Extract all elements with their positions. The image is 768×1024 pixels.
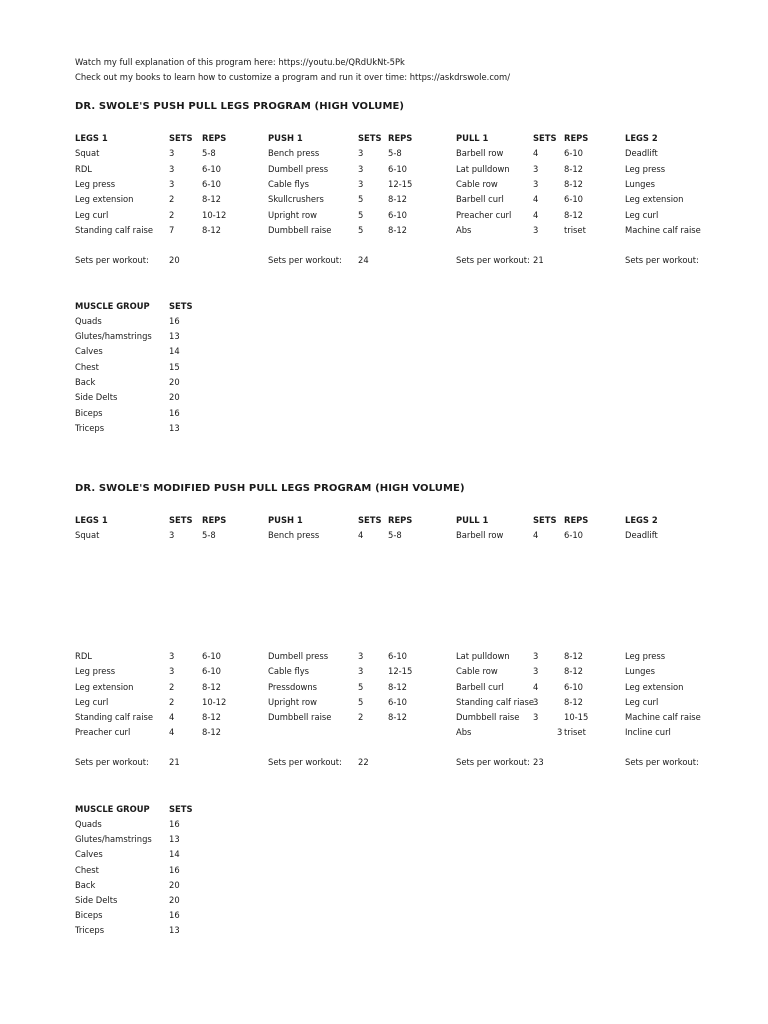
table-cell: 6-10 <box>388 164 408 174</box>
muscle-sets: 16 <box>169 408 180 418</box>
table-cell: 5-8 <box>388 530 402 540</box>
program2-header-sets2: SETS <box>358 515 382 525</box>
sets-per-workout-label: Sets per workout: <box>75 757 149 767</box>
sets-per-workout-label: Sets per workout: <box>625 757 699 767</box>
intro-books-link[interactable]: Check out my books to learn how to customize a program and run it over time: https://askdrswole.com/ <box>75 72 511 82</box>
table-cell: 5-8 <box>388 148 402 158</box>
table-cell: Leg press <box>75 666 116 676</box>
muscle-sets: 14 <box>169 346 180 356</box>
table-cell: 6-10 <box>202 651 222 661</box>
muscle-name: Biceps <box>75 408 103 418</box>
table-cell: triset <box>564 225 586 235</box>
muscle-sets: 16 <box>169 910 180 920</box>
program1-header-sets3: SETS <box>533 133 557 143</box>
table-cell: 4 <box>533 530 539 540</box>
muscle-sets-header: SETS <box>169 804 193 814</box>
sets-per-workout-label: Sets per workout: <box>268 255 342 265</box>
table-cell: Leg curl <box>625 210 659 220</box>
sets-per-workout-value: 21 <box>169 757 180 767</box>
table-cell: Lat pulldown <box>456 164 510 174</box>
table-cell: 3 <box>533 651 539 661</box>
muscle-sets: 20 <box>169 880 180 890</box>
muscle-sets: 15 <box>169 362 180 372</box>
table-cell: Bench press <box>268 148 320 158</box>
table-cell: 2 <box>169 682 175 692</box>
table-cell: 8-12 <box>564 697 584 707</box>
table-cell: 4 <box>169 712 175 722</box>
table-cell: Lunges <box>625 666 655 676</box>
table-cell: Dumbbell raise <box>268 712 332 722</box>
table-cell: Leg press <box>625 164 666 174</box>
muscle-name: Chest <box>75 865 99 875</box>
muscle-sets: 16 <box>169 316 180 326</box>
table-cell: 3 <box>169 179 175 189</box>
table-cell: Dumbbell raise <box>268 225 332 235</box>
table-cell: 8-12 <box>388 225 408 235</box>
muscle-sets: 13 <box>169 423 180 433</box>
table-cell: 3 <box>169 164 175 174</box>
program1-header-legs2: LEGS 2 <box>625 133 658 143</box>
table-cell: Abs <box>456 225 472 235</box>
muscle-name: Glutes/hamstrings <box>75 331 152 341</box>
table-cell: 6-10 <box>202 666 222 676</box>
table-cell: Leg extension <box>75 194 134 204</box>
program2-header-sets1: SETS <box>169 515 193 525</box>
table-cell: Upright row <box>268 210 318 220</box>
sets-per-workout-value: 22 <box>358 757 369 767</box>
muscle-name: Calves <box>75 346 103 356</box>
sets-per-workout-label: Sets per workout: <box>268 757 342 767</box>
table-cell: Skullcrushers <box>268 194 324 204</box>
table-cell: 3 <box>533 179 539 189</box>
table-cell: 3 <box>557 727 563 737</box>
table-cell: 8-12 <box>202 225 222 235</box>
muscle-sets: 13 <box>169 925 180 935</box>
table-cell: 5 <box>358 682 364 692</box>
table-cell: 3 <box>169 148 175 158</box>
table-cell: Incline curl <box>625 727 671 737</box>
table-cell: Preacher curl <box>456 210 512 220</box>
table-cell: Barbell row <box>456 530 504 540</box>
sets-per-workout-label: Sets per workout: <box>456 757 530 767</box>
table-cell: Cable row <box>456 666 498 676</box>
program1-header-sets1: SETS <box>169 133 193 143</box>
sets-per-workout-label: Sets per workout: <box>75 255 149 265</box>
table-cell: Cable flys <box>268 666 310 676</box>
table-cell: 12-15 <box>388 179 413 189</box>
table-cell: 5 <box>358 697 364 707</box>
table-cell: 4 <box>169 727 175 737</box>
table-cell: 4 <box>533 210 539 220</box>
table-cell: triset <box>564 727 586 737</box>
table-cell: 8-12 <box>564 179 584 189</box>
sets-per-workout-label: Sets per workout: <box>456 255 530 265</box>
program2-header-pull1: PULL 1 <box>456 515 489 525</box>
muscle-name: Triceps <box>75 925 105 935</box>
table-cell: RDL <box>75 651 92 661</box>
table-cell: 8-12 <box>564 210 584 220</box>
muscle-sets: 20 <box>169 392 180 402</box>
table-cell: Leg curl <box>75 697 109 707</box>
table-cell: 5 <box>358 210 364 220</box>
table-cell: 5 <box>358 225 364 235</box>
table-cell: Cable row <box>456 179 498 189</box>
table-cell: Leg extension <box>625 194 684 204</box>
table-cell: 10-12 <box>202 697 227 707</box>
muscle-name: Side Delts <box>75 392 118 402</box>
table-cell: 3 <box>358 651 364 661</box>
muscle-group-header: MUSCLE GROUP <box>75 301 150 311</box>
table-cell: 12-15 <box>388 666 413 676</box>
table-cell: 8-12 <box>388 194 408 204</box>
table-cell: 6-10 <box>564 194 584 204</box>
program2-title: DR. SWOLE'S MODIFIED PUSH PULL LEGS PROGRAM (HIGH VOLUME) <box>75 483 465 494</box>
muscle-name: Back <box>75 880 96 890</box>
table-cell: 4 <box>533 194 539 204</box>
muscle-sets: 20 <box>169 895 180 905</box>
table-cell: 2 <box>169 697 175 707</box>
program1-header-sets2: SETS <box>358 133 382 143</box>
table-cell: 5-8 <box>202 148 216 158</box>
muscle-name: Back <box>75 377 96 387</box>
program1-header-push1: PUSH 1 <box>268 133 303 143</box>
program1-header-legs1: LEGS 1 <box>75 133 108 143</box>
table-cell: Pressdowns <box>268 682 318 692</box>
muscle-sets: 13 <box>169 331 180 341</box>
table-cell: 8-12 <box>388 682 408 692</box>
table-cell: Upright row <box>268 697 318 707</box>
program2-header-legs2: LEGS 2 <box>625 515 658 525</box>
sets-per-workout-value: 23 <box>533 757 544 767</box>
table-cell: 3 <box>533 225 539 235</box>
table-cell: 2 <box>358 712 364 722</box>
table-cell: 4 <box>533 682 539 692</box>
table-cell: 3 <box>358 148 364 158</box>
table-cell: 3 <box>533 697 539 707</box>
table-cell: RDL <box>75 164 92 174</box>
table-cell: 3 <box>358 179 364 189</box>
table-cell: 6-10 <box>388 697 408 707</box>
muscle-name: Chest <box>75 362 99 372</box>
table-cell: Dumbbell raise <box>456 712 520 722</box>
table-cell: 3 <box>533 666 539 676</box>
table-cell: Leg extension <box>625 682 684 692</box>
table-cell: 2 <box>169 210 175 220</box>
table-cell: Dumbell press <box>268 164 329 174</box>
table-cell: 5-8 <box>202 530 216 540</box>
table-cell: 2 <box>169 194 175 204</box>
muscle-sets-header: SETS <box>169 301 193 311</box>
table-cell: Barbell row <box>456 148 504 158</box>
muscle-name: Glutes/hamstrings <box>75 834 152 844</box>
sets-per-workout-value: 20 <box>169 255 180 265</box>
muscle-name: Side Delts <box>75 895 118 905</box>
program2-header-push1: PUSH 1 <box>268 515 303 525</box>
program1-header-reps2: REPS <box>388 133 413 143</box>
program1-header-reps3: REPS <box>564 133 589 143</box>
table-cell: 10-15 <box>564 712 589 722</box>
table-cell: Leg press <box>75 179 116 189</box>
program2-header-legs1: LEGS 1 <box>75 515 108 525</box>
muscle-name: Calves <box>75 849 103 859</box>
table-cell: Deadlift <box>625 148 658 158</box>
program2-header-reps3: REPS <box>564 515 589 525</box>
program2-header-reps2: REPS <box>388 515 413 525</box>
muscle-name: Quads <box>75 316 102 326</box>
program1-header-pull1: PULL 1 <box>456 133 489 143</box>
muscle-sets: 14 <box>169 849 180 859</box>
table-cell: 3 <box>533 712 539 722</box>
table-cell: Deadlift <box>625 530 658 540</box>
table-cell: 3 <box>358 164 364 174</box>
table-cell: Dumbell press <box>268 651 329 661</box>
muscle-sets: 13 <box>169 834 180 844</box>
table-cell: 3 <box>533 164 539 174</box>
table-cell: 3 <box>169 666 175 676</box>
table-cell: 6-10 <box>202 164 222 174</box>
table-cell: 6-10 <box>388 651 408 661</box>
muscle-group-header: MUSCLE GROUP <box>75 804 150 814</box>
table-cell: Leg press <box>625 651 666 661</box>
table-cell: Machine calf raise <box>625 712 701 722</box>
table-cell: Standing calf raise <box>75 712 154 722</box>
table-cell: Barbell curl <box>456 194 504 204</box>
intro-video-link[interactable]: Watch my full explanation of this program here: https://youtu.be/QRdUkNt-5Pk <box>75 57 405 67</box>
table-cell: 8-12 <box>202 712 222 722</box>
muscle-name: Triceps <box>75 423 105 433</box>
table-cell: 6-10 <box>564 148 584 158</box>
table-cell: 8-12 <box>202 727 222 737</box>
muscle-sets: 16 <box>169 819 180 829</box>
table-cell: 3 <box>358 666 364 676</box>
table-cell: 3 <box>169 651 175 661</box>
table-cell: Lat pulldown <box>456 651 510 661</box>
table-cell: Lunges <box>625 179 655 189</box>
table-cell: Preacher curl <box>75 727 131 737</box>
table-cell: 8-12 <box>564 666 584 676</box>
table-cell: Standing calf raise <box>75 225 154 235</box>
table-cell: 6-10 <box>564 530 584 540</box>
table-cell: 8-12 <box>564 164 584 174</box>
table-cell: 4 <box>533 148 539 158</box>
table-cell: 4 <box>358 530 364 540</box>
program1-title: DR. SWOLE'S PUSH PULL LEGS PROGRAM (HIGH VOLUME) <box>75 101 405 112</box>
table-cell: 8-12 <box>202 682 222 692</box>
table-cell: Bench press <box>268 530 320 540</box>
table-cell: Leg curl <box>625 697 659 707</box>
table-cell: 8-12 <box>388 712 408 722</box>
sets-per-workout-value: 24 <box>358 255 369 265</box>
table-cell: Barbell curl <box>456 682 504 692</box>
program1-header-reps1: REPS <box>202 133 227 143</box>
table-cell: Cable flys <box>268 179 310 189</box>
table-cell: Squat <box>75 148 100 158</box>
table-cell: Standing calf riase <box>456 697 535 707</box>
table-cell: Squat <box>75 530 100 540</box>
table-cell: 10-12 <box>202 210 227 220</box>
program2-header-reps1: REPS <box>202 515 227 525</box>
program2-header-sets3: SETS <box>533 515 557 525</box>
muscle-sets: 16 <box>169 865 180 875</box>
table-cell: 8-12 <box>202 194 222 204</box>
table-cell: 7 <box>169 225 175 235</box>
table-cell: 6-10 <box>202 179 222 189</box>
table-cell: 8-12 <box>564 651 584 661</box>
table-cell: 6-10 <box>564 682 584 692</box>
sets-per-workout-label: Sets per workout: <box>625 255 699 265</box>
table-cell: Abs <box>456 727 472 737</box>
sets-per-workout-value: 21 <box>533 255 544 265</box>
muscle-sets: 20 <box>169 377 180 387</box>
table-cell: 5 <box>358 194 364 204</box>
table-cell: 3 <box>169 530 175 540</box>
table-cell: Leg extension <box>75 682 134 692</box>
muscle-name: Quads <box>75 819 102 829</box>
table-cell: Machine calf raise <box>625 225 701 235</box>
muscle-name: Biceps <box>75 910 103 920</box>
table-cell: 6-10 <box>388 210 408 220</box>
table-cell: Leg curl <box>75 210 109 220</box>
